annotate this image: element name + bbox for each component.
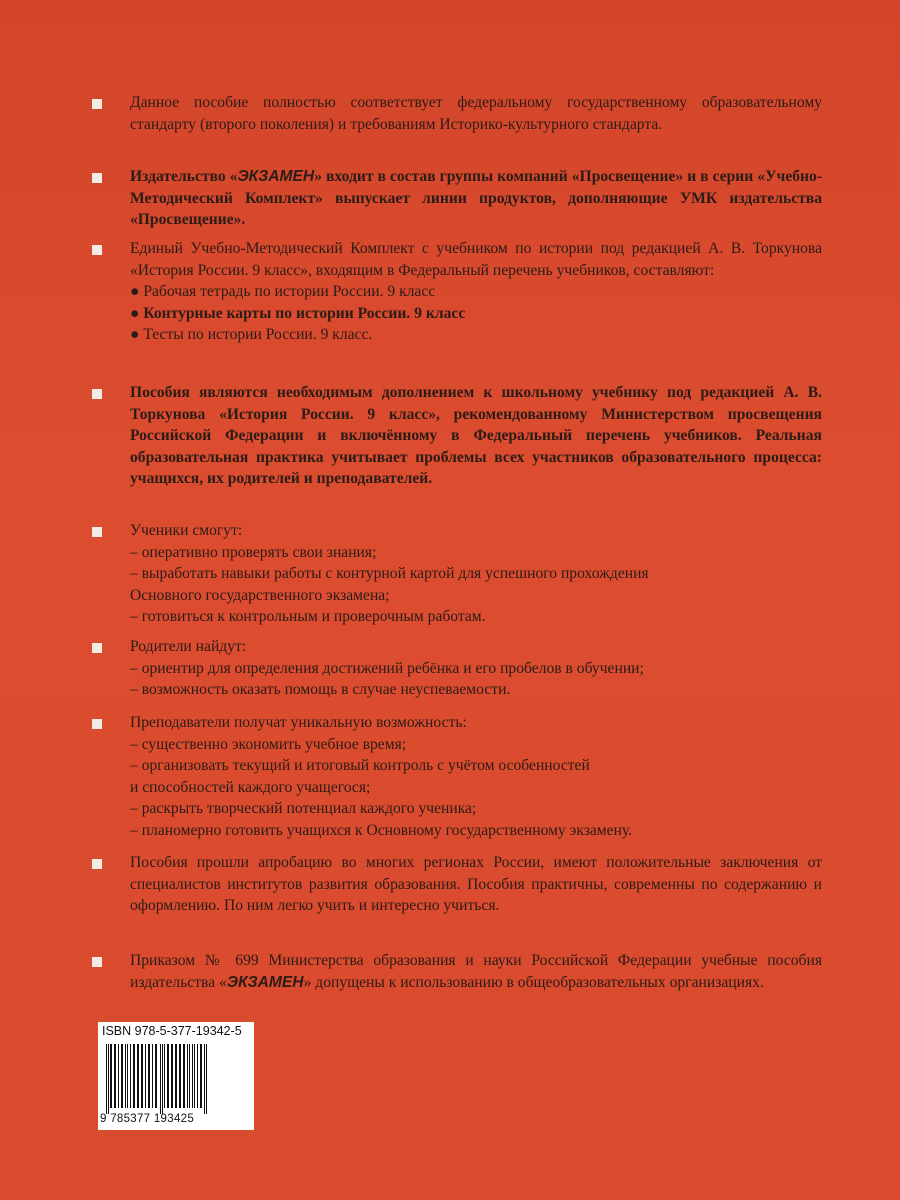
isbn-barcode-box (98, 1022, 254, 1130)
students-line: Основного государственного экзамена; (130, 586, 390, 604)
standard-paragraph: Данное пособие полностью соответствует федеральному государственному образовательному стандарту (второго поколения) и требованиям Историко-культурного стандарта. (130, 94, 822, 133)
umk-item: ● Тесты по истории России. 9 класс. (130, 326, 373, 343)
publisher-tail: » входит в состав группы компаний «Просвещение» и в серии «Учебно-Методический Комплект» выпускает линии продуктов, дополняющие УМК издательства «Просвещение». (130, 168, 823, 228)
barcode-bar (106, 1044, 107, 1114)
publisher-paragraph (130, 166, 822, 231)
info-block-approbation (92, 852, 822, 917)
teachers-line: и способностей каждого учащегося; (130, 778, 371, 796)
barcode-bar (114, 1044, 116, 1108)
barcode-bar (141, 1044, 143, 1108)
teachers-line: – планомерно готовить учащихся к Основному государственному экзамену. (130, 821, 633, 839)
barcode-bar (133, 1044, 135, 1108)
square-bullet-icon (92, 389, 102, 399)
umk-content (130, 238, 822, 346)
barcode-bar (189, 1044, 190, 1108)
barcode-bar (206, 1044, 207, 1114)
umk-item-bold: ● Контурные карты по истории России. 9 класс (130, 304, 466, 322)
order-lead: Приказом № 699 Министерства образования и науки Российской Федерации учебные пособия издательства « (130, 952, 822, 991)
info-block-supplement (92, 382, 822, 490)
order-paragraph (130, 950, 822, 993)
barcode-bar (192, 1044, 193, 1108)
umk-item: ● Рабочая тетрадь по истории России. 9 класс (130, 283, 436, 300)
umk-intro: Единый Учебно-Методический Комплект с учебником по истории под редакцией А. В. Торкунова «История России. 9 класс», входящим в Федеральный перечень учебников, составляют: (130, 240, 822, 279)
square-bullet-icon (92, 527, 102, 537)
parents-line: – возможность оказать помощь в случае неуспеваемости. (130, 681, 511, 698)
info-block-parents (92, 636, 822, 701)
barcode-bar (171, 1044, 173, 1108)
isbn-label: ISBN 978-5-377-19342-5 (102, 1024, 242, 1038)
barcode-icon (104, 1044, 248, 1114)
parents-heading: Родители найдут: (130, 638, 247, 655)
info-block-students (92, 520, 822, 628)
approbation-paragraph: Пособия прошли апробацию во многих регионах России, имеют положительные заключения от специалистов институтов развития образования. Пособия практичны, современны по содержанию и оформлению. По ним легко учить и интересно учиться. (130, 854, 822, 914)
square-bullet-icon (92, 643, 102, 653)
students-line: – готовиться к контрольным и проверочным работам. (130, 608, 486, 625)
students-content (130, 520, 822, 628)
barcode-bar (152, 1044, 153, 1108)
parents-content (130, 636, 822, 701)
barcode-bar (164, 1044, 165, 1108)
square-bullet-icon (92, 173, 102, 183)
barcode-bar (162, 1044, 163, 1114)
teachers-heading: Преподаватели получат уникальную возможность: (130, 714, 467, 731)
barcode-bar (121, 1044, 123, 1108)
barcode-bar (179, 1044, 181, 1108)
barcode-bar (125, 1044, 126, 1108)
publisher-brand: ЭКЗАМЕН (237, 168, 315, 185)
students-line: – оперативно проверять свои знания; (130, 543, 377, 561)
info-block-standard (92, 92, 822, 135)
barcode-bar (194, 1044, 195, 1108)
barcode-bar (167, 1044, 169, 1108)
barcode-bar (204, 1044, 205, 1114)
teachers-line: – существенно экономить учебное время; (130, 735, 407, 753)
square-bullet-icon (92, 99, 102, 109)
info-block-order (92, 950, 822, 993)
barcode-bar (187, 1044, 188, 1108)
barcode-bar (127, 1044, 128, 1108)
barcode-bar (200, 1044, 202, 1108)
barcode-bar (155, 1044, 157, 1108)
parents-line: – ориентир для определения достижений ребёнка и его пробелов в обучении; (130, 659, 644, 677)
order-tail: » допущены к использованию в общеобразовательных организациях. (303, 973, 764, 991)
isbn-digits: 9 785377 193425 (100, 1113, 195, 1125)
order-brand: ЭКЗАМЕН (226, 973, 304, 991)
barcode-bar (108, 1044, 109, 1114)
info-block-publisher (92, 166, 822, 231)
teachers-line: – раскрыть творческий потенциал каждого ученика; (130, 800, 477, 817)
barcode-bar (183, 1044, 185, 1108)
students-line: – выработать навыки работы с контурной картой для успешного прохождения (130, 565, 649, 582)
square-bullet-icon (92, 957, 102, 967)
barcode-bar (148, 1044, 150, 1108)
barcode-bar (137, 1044, 139, 1108)
teachers-content (130, 712, 822, 841)
students-heading: Ученики смогут: (130, 522, 243, 539)
square-bullet-icon (92, 719, 102, 729)
barcode-bar (160, 1044, 161, 1114)
info-block-teachers (92, 712, 822, 841)
barcode-bar (110, 1044, 112, 1108)
square-bullet-icon (92, 859, 102, 869)
publisher-lead: Издательство « (130, 168, 238, 185)
barcode-bar (145, 1044, 146, 1108)
barcode-bar (175, 1044, 177, 1108)
supplement-paragraph: Пособия являются необходимым дополнением к школьному учебнику под редакцией А. В. Торкунова «История России. 9 класс», рекомендованному Министерством просвещения Российской Федерации и включённому в Федеральный перечень учебников. Реальная образовательная практика учитывает проблемы всех участников образовательного процесса: учащихся, их родителей и преподавателей. (130, 384, 822, 487)
square-bullet-icon (92, 245, 102, 255)
info-block-umk (92, 238, 822, 346)
barcode-bar (197, 1044, 198, 1108)
barcode-bar (118, 1044, 119, 1108)
barcode-bar (130, 1044, 131, 1108)
teachers-line: – организовать текущий и итоговый контроль с учётом особенностей (130, 757, 590, 774)
